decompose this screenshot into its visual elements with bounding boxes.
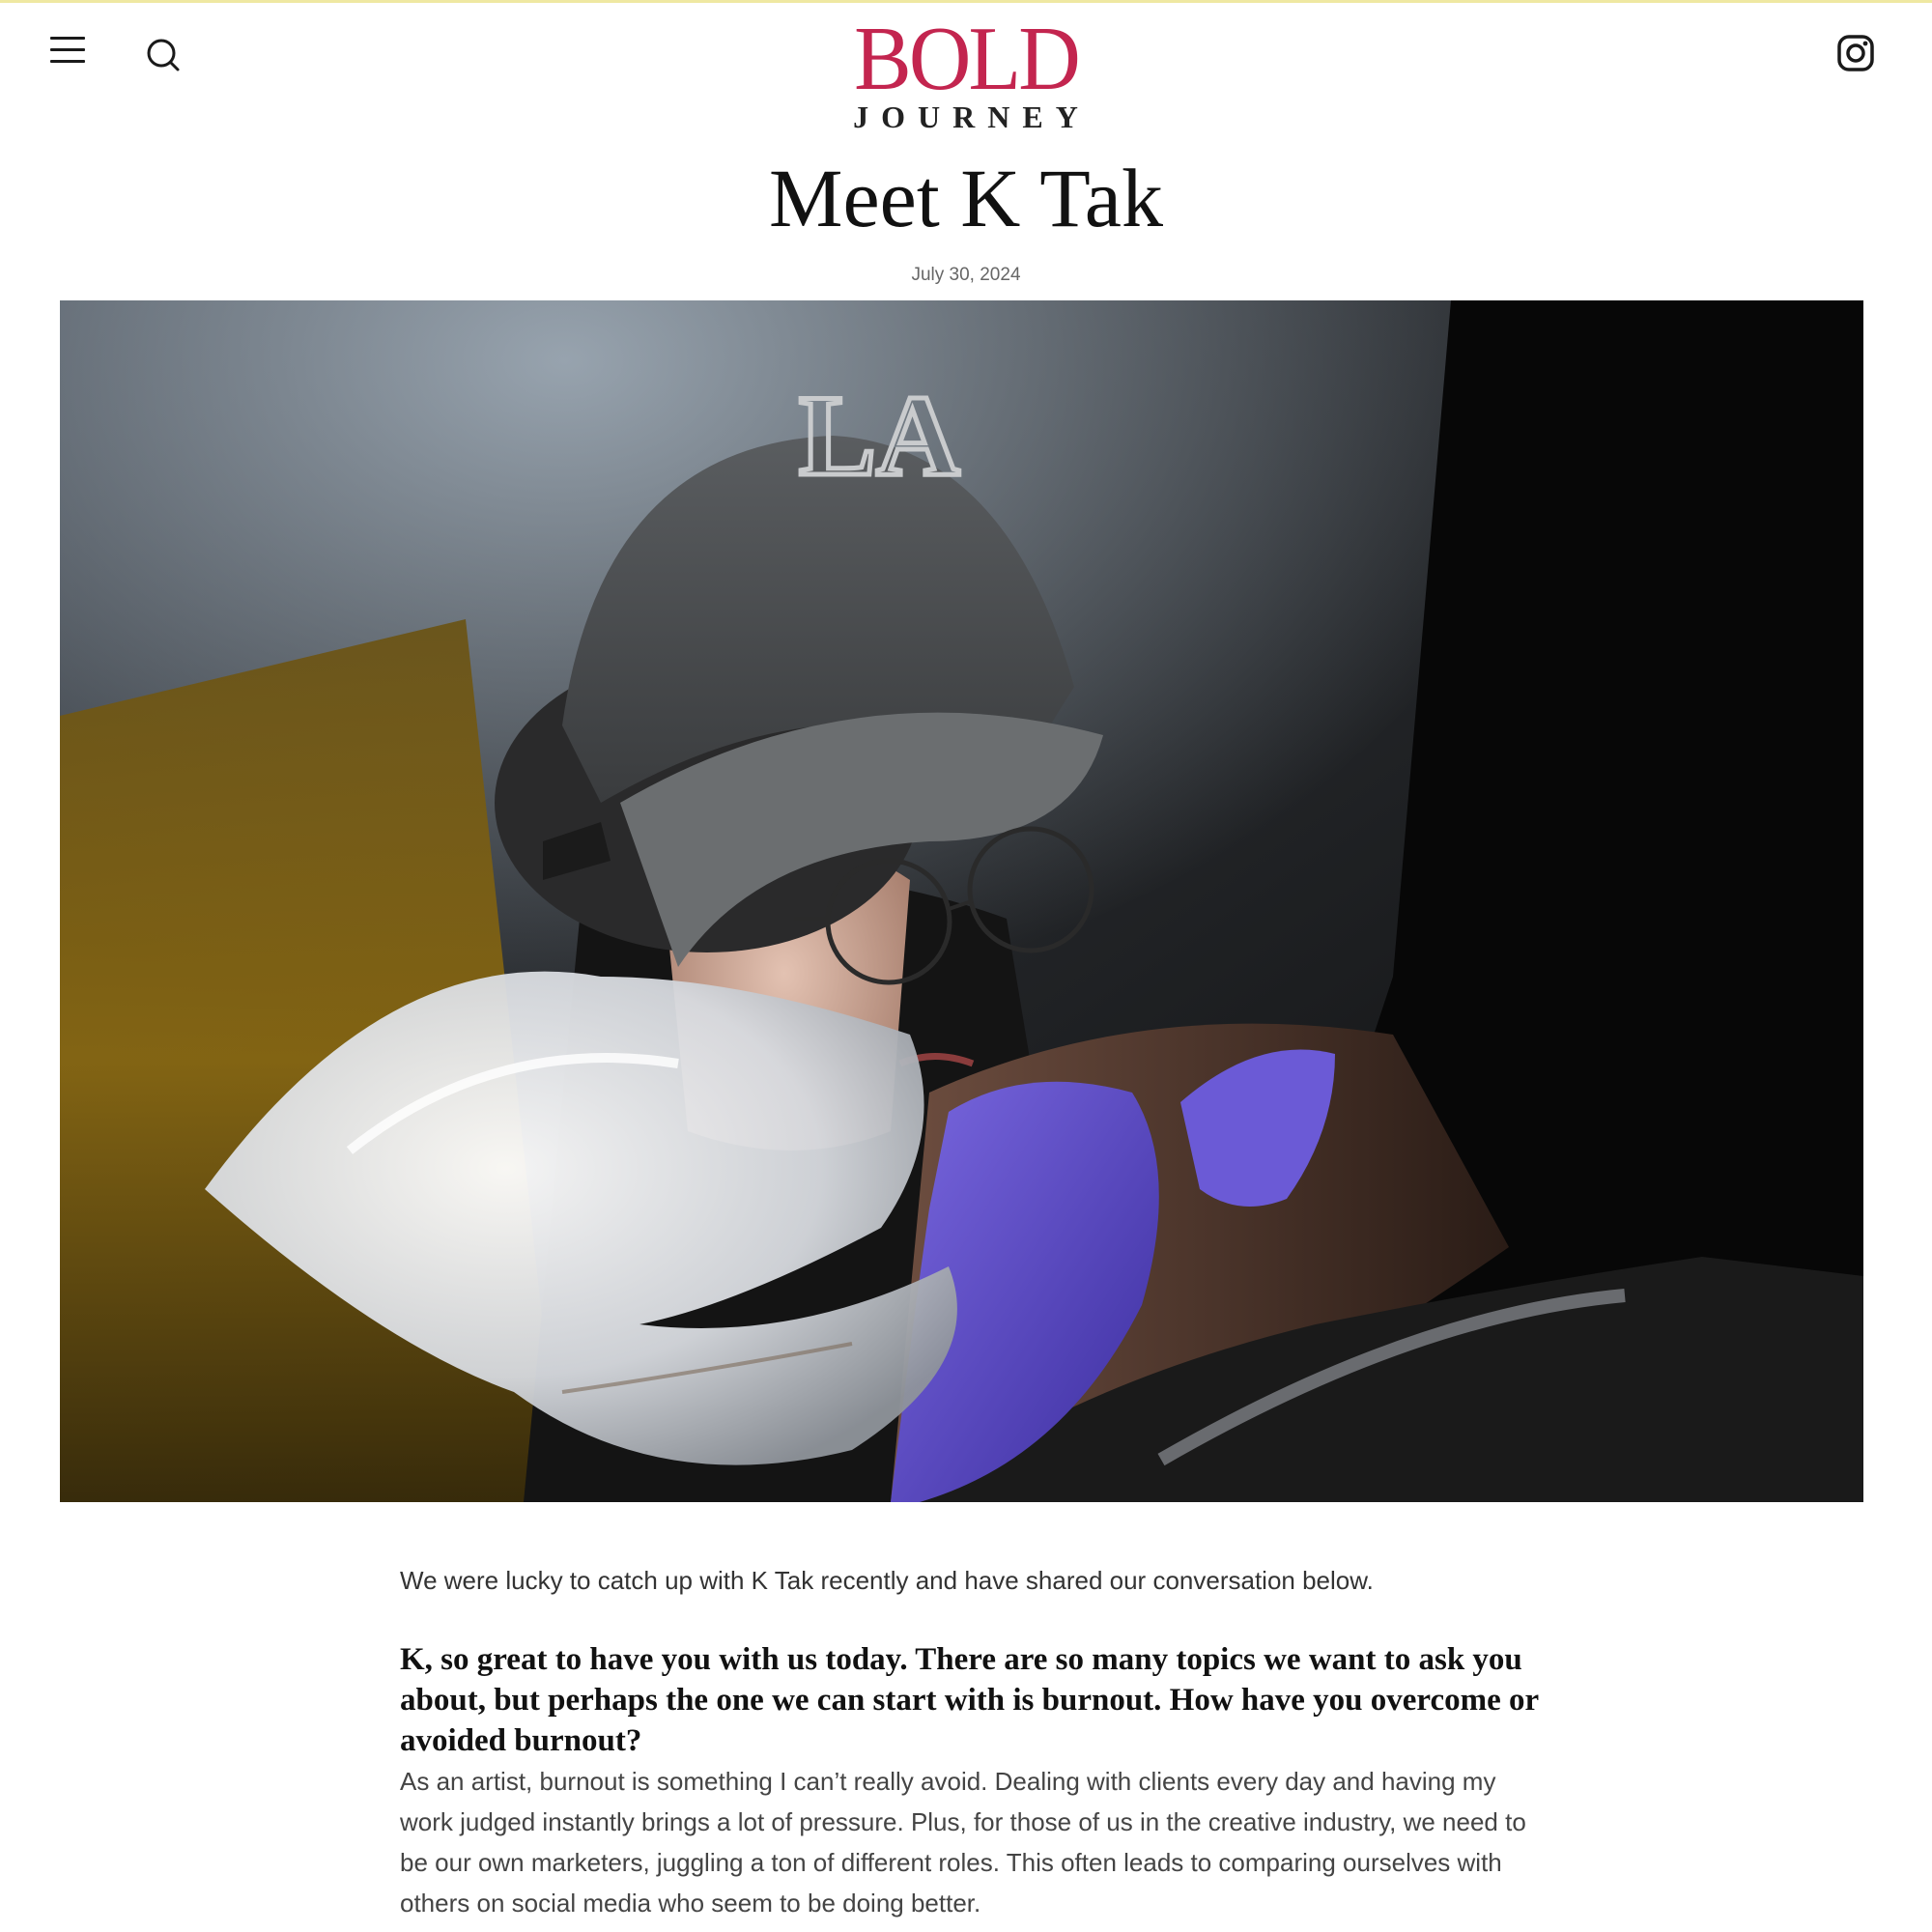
site-logo[interactable] (831, 9, 1101, 134)
article-intro: We were lucky to catch up with K Tak recently and have shared our conversation below. (400, 1566, 1374, 1595)
hamburger-menu-icon (50, 37, 87, 63)
page-title: Meet K Tak (769, 152, 1163, 244)
article-body (400, 1560, 1540, 1923)
search-icon (145, 37, 182, 73)
interview-question: K, so great to have you with us today. There are so many topics we want to ask you about, but perhaps the one we can start with is burnout. How have you overcome or avoided burnout? (400, 1642, 1539, 1758)
hero-photo (60, 300, 1863, 1502)
cap-logo: LA (799, 371, 960, 499)
interview-answer: As an artist, burnout is something I can’t really avoid. Dealing with clients every day and having my work judged instantly brings a lot of pressure. Plus, for those of us in the creative industry, we need to be our own marketers, juggling a ton of different roles. This often leads to comparing ourselves with others on social media who seem to be doing better. (400, 1767, 1526, 1918)
instagram-link[interactable] (1835, 33, 1876, 73)
logo-wordmark: BOLD (854, 9, 1078, 109)
menu-button[interactable] (50, 37, 87, 68)
search-button[interactable] (145, 37, 182, 73)
post-date: July 30, 2024 (911, 265, 1021, 285)
instagram-icon (1835, 33, 1876, 73)
logo-subtitle: JOURNEY (853, 99, 1091, 134)
top-accent-bar (0, 0, 1932, 3)
